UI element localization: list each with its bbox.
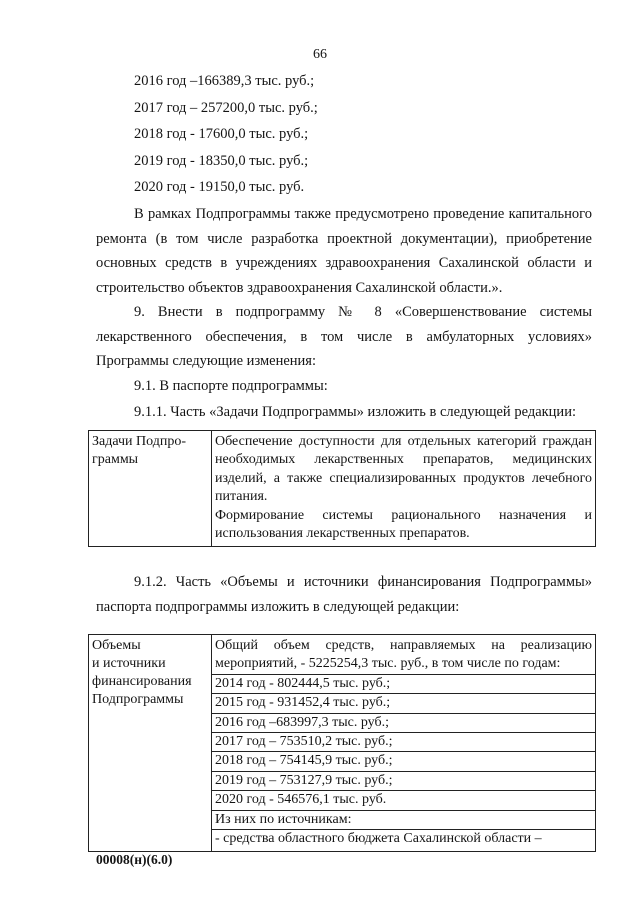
year-line-2017: 2017 год – 257200,0 тыс. руб.;: [134, 99, 318, 116]
funding-year-2019: 2019 год – 753127,9 тыс. руб.;: [212, 771, 595, 790]
funding-sources-header: Из них по источникам:: [212, 810, 595, 829]
document-code: 00008(н)(6.0): [96, 852, 173, 867]
tasks-text-2: Формирование системы рационального назначения и использования лекарственных препаратов.: [215, 507, 592, 542]
year-line-2018: 2018 год - 17600,0 тыс. руб.;: [134, 126, 309, 142]
year-line-2020: 2020 год - 19150,0 тыс. руб.: [134, 179, 305, 195]
funding-label-line-4: Подпрограммы: [92, 692, 184, 707]
table-row: [89, 431, 596, 547]
funding-years-list: [134, 68, 318, 201]
funding-text-cell: [212, 635, 596, 852]
paragraph-capital-repair: В рамках Подпрограммы также предусмотрено проведение капитального ремонта (в том числе разработка проектной документации), приобретение основных средств в учреждениях здравоохранения Сахалинской области и строительство объектов здравоохранения Сахалинской области.».: [96, 206, 592, 296]
funding-source-regional-budget: - средства областного бюджета Сахалинской области –: [212, 829, 595, 848]
funding-label-line-3: финансирования: [92, 674, 192, 689]
funding-label-cell: [89, 635, 212, 852]
table-row: [89, 635, 596, 852]
year-line-2019: 2019 год - 18350,0 тыс. руб.;: [134, 152, 309, 169]
funding-intro: Общий объем средств, направляемых на реализацию мероприятий, - 5225254,3 тыс. руб., в том числе по годам:: [215, 638, 592, 672]
tasks-label: Задачи Подпро-граммы: [92, 434, 187, 467]
funding-year-2015: 2015 год - 931452,4 тыс. руб.;: [212, 693, 595, 712]
tasks-label-cell: [89, 431, 212, 547]
funding-label-line-1: Объемы: [92, 638, 141, 653]
funding-year-2020: 2020 год - 546576,1 тыс. руб.: [212, 790, 595, 809]
tasks-text-1: Обеспечение доступности для отдельных категорий граждан необходимых лекарственных препаратов, медицинских изделий, а также специализированных продуктов лечебного питания.: [215, 434, 592, 505]
tasks-table: [88, 430, 596, 547]
item-9-1-2: 9.1.2. Часть «Объемы и источники финансирования Подпрограммы» паспорта подпрограммы изложить в следующей редакции:: [96, 574, 592, 615]
funding-table: [88, 634, 596, 852]
item-9-1: 9.1. В паспорте подпрограммы:: [134, 378, 328, 394]
item-9-1-1: 9.1.1. Часть «Задачи Подпрограммы» изложить в следующей редакции:: [134, 404, 576, 420]
funding-year-2017: 2017 год – 753510,2 тыс. руб.;: [212, 732, 595, 751]
year-line-2016: 2016 год –166389,3 тыс. руб.;: [134, 73, 315, 89]
funding-year-2016: 2016 год –683997,3 тыс. руб.;: [212, 713, 595, 732]
paragraph-item-9: 9. Внести в подпрограмму № 8 «Совершенствование системы лекарственного обеспечения, в том числе в амбулаторных условиях» Программы следующие изменения:: [96, 304, 592, 369]
funding-year-2018: 2018 год – 754145,9 тыс. руб.;: [212, 751, 595, 770]
funding-year-2014: 2014 год - 802444,5 тыс. руб.;: [212, 674, 595, 693]
tasks-text-cell: [212, 431, 596, 547]
funding-label-line-2: и источники: [92, 656, 166, 671]
page-number: 66: [313, 47, 327, 62]
